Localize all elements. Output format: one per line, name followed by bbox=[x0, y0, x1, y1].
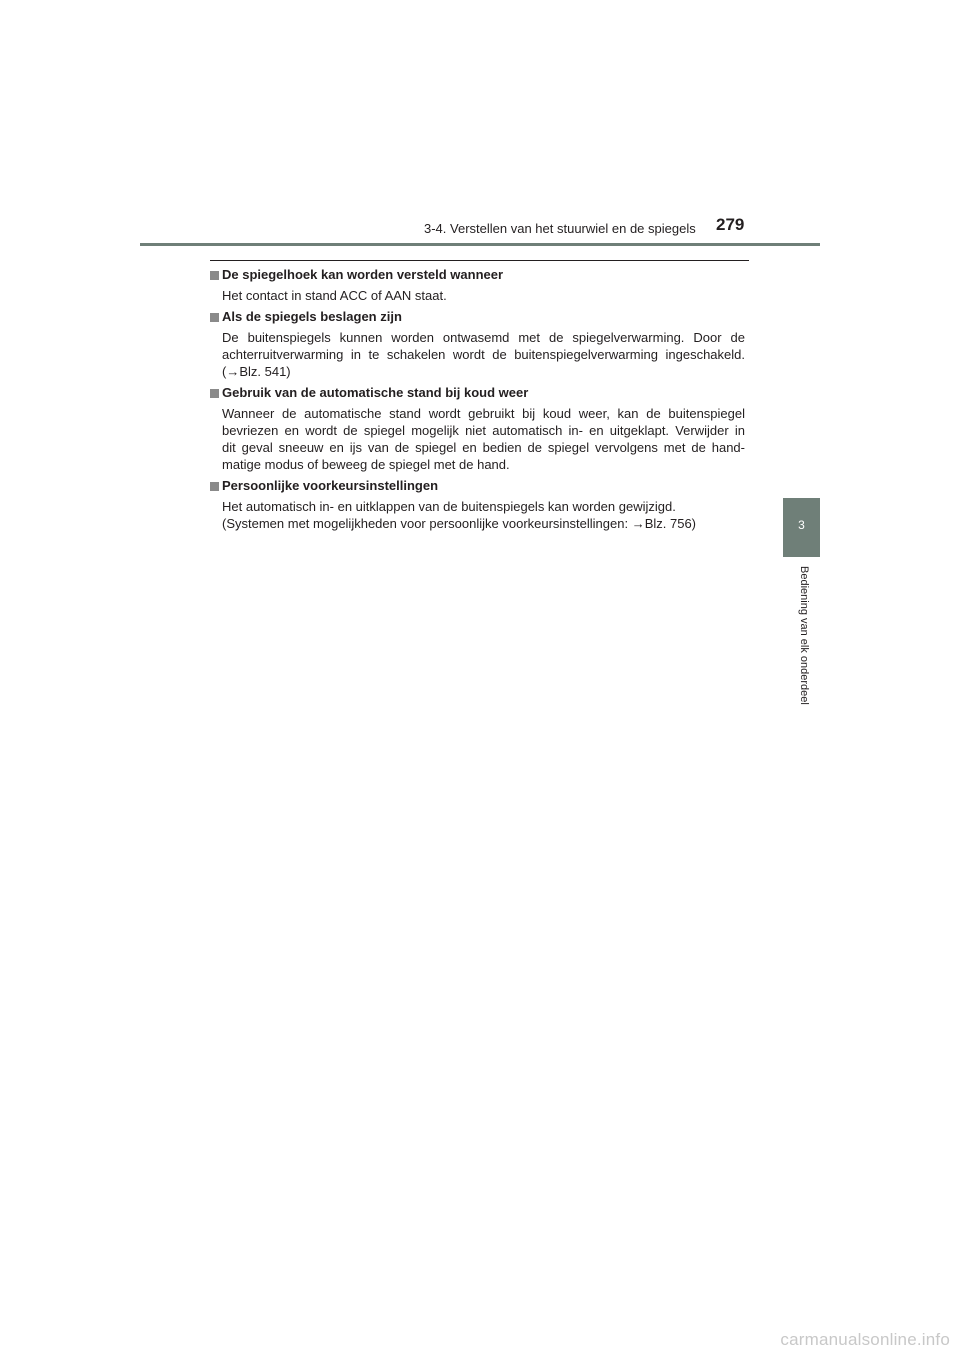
section-heading bbox=[210, 266, 745, 284]
body-line: Het automatisch in- en uitklappen van de buitenspiegels kan worden gewijzigd. bbox=[222, 499, 676, 514]
chapter-tab-divider bbox=[783, 559, 820, 560]
page-reference-link[interactable]: (→Blz. 541) bbox=[222, 364, 291, 379]
square-bullet-icon bbox=[210, 313, 219, 322]
section-personal-settings bbox=[210, 477, 745, 532]
chapter-tab[interactable] bbox=[783, 498, 820, 557]
section-body bbox=[210, 329, 745, 380]
body-line: Het contact in stand ACC of AAN staat. bbox=[222, 288, 447, 303]
section-fogged-mirrors bbox=[210, 308, 745, 380]
chapter-number: 3 bbox=[798, 518, 805, 532]
section-mirror-angle bbox=[210, 266, 745, 304]
body-line: matige modus of beweeg de spiegel met de hand. bbox=[222, 457, 510, 472]
body-line: De buitenspiegels kunnen worden ontwasemd met de spiegelverwarming. Door de bbox=[222, 330, 745, 345]
section-body bbox=[210, 287, 745, 304]
section-title: Persoonlijke voorkeursinstellingen bbox=[222, 478, 439, 493]
page-content bbox=[210, 266, 745, 536]
header-divider bbox=[140, 243, 820, 246]
page-reference-link[interactable]: (Systemen met mogelijkheden voor persoonlijke voorkeursinstellingen: →Blz. 756) bbox=[222, 516, 697, 531]
chapter-label bbox=[797, 566, 811, 731]
section-title: Gebruik van de automatische stand bij koud weer bbox=[222, 385, 529, 400]
square-bullet-icon bbox=[210, 389, 219, 398]
section-title: De spiegelhoek kan worden versteld wanneer bbox=[222, 267, 504, 282]
body-line: Wanneer de automatische stand wordt gebruikt bij koud weer, kan de buitenspiegel bbox=[222, 406, 745, 421]
section-body bbox=[210, 405, 745, 473]
square-bullet-icon bbox=[210, 482, 219, 491]
section-title: Als de spiegels beslagen zijn bbox=[222, 309, 402, 324]
section-heading bbox=[210, 308, 745, 326]
body-line: dit geval sneeuw en ijs van de spiegel en bedien de spiegel vervolgens met de hand- bbox=[222, 440, 745, 455]
running-header-section: 3-4. Verstellen van het stuurwiel en de spiegels bbox=[424, 221, 696, 236]
chapter-label-text: Bediening van elk onderdeel bbox=[798, 566, 810, 705]
content-top-divider bbox=[210, 260, 749, 261]
section-body bbox=[210, 498, 745, 532]
body-line: achterruitverwarming in te schakelen wordt de buitenspiegelverwarming ingeschakeld. bbox=[222, 347, 745, 362]
body-line: bevriezen en wordt de spiegel mogelijk niet automatisch in- en uitgeklapt. Verwijder in bbox=[222, 423, 745, 438]
watermark: carmanualsonline.info bbox=[780, 1330, 950, 1349]
section-cold-weather bbox=[210, 384, 745, 473]
section-heading bbox=[210, 477, 745, 495]
section-heading bbox=[210, 384, 745, 402]
page-number: 279 bbox=[716, 215, 745, 234]
square-bullet-icon bbox=[210, 271, 219, 280]
